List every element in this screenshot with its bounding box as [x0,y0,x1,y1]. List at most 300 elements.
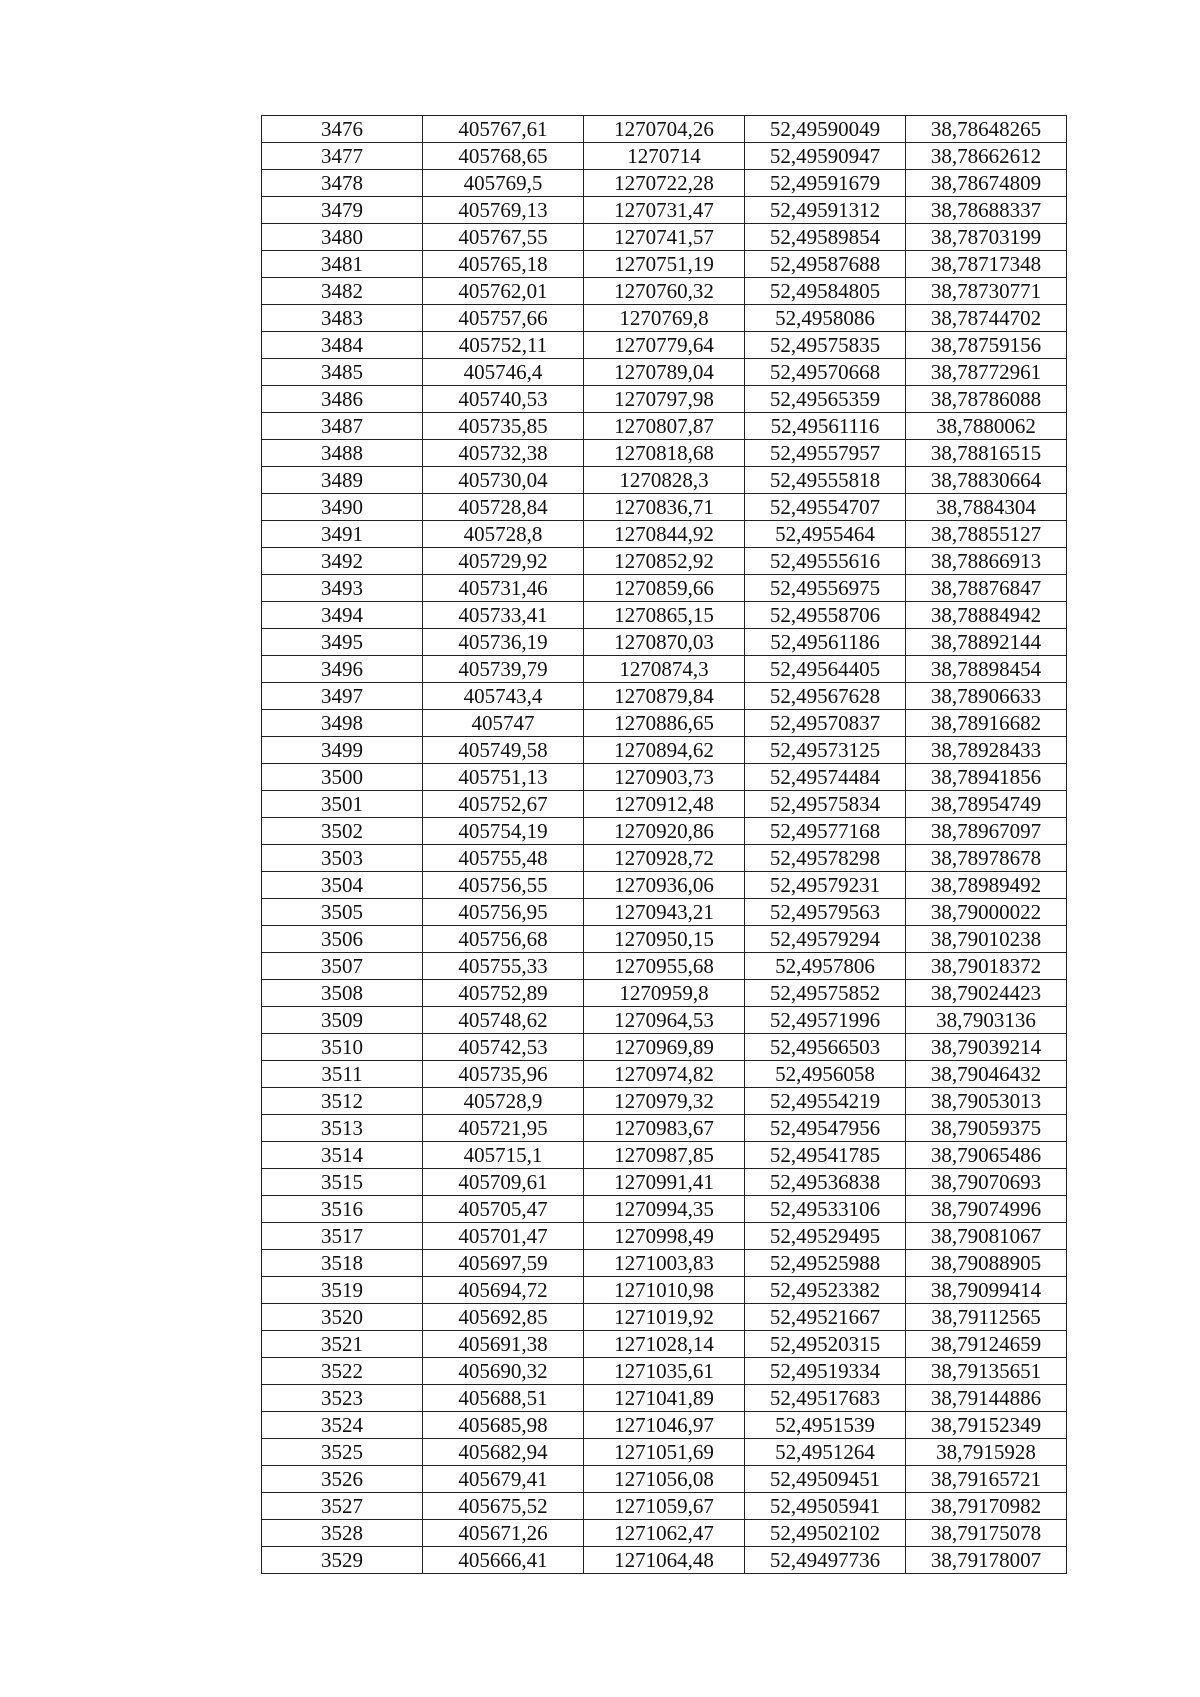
x-coordinate-cell: 405742,53 [423,1034,584,1061]
x-coordinate-cell: 405732,38 [423,440,584,467]
y-coordinate-cell: 1270760,32 [584,278,745,305]
latitude-cell: 52,49574484 [745,764,906,791]
y-coordinate-cell: 1271051,69 [584,1439,745,1466]
latitude-cell: 52,49557957 [745,440,906,467]
longitude-cell: 38,79112565 [906,1304,1067,1331]
table-row [262,1142,1067,1169]
longitude-cell: 38,78717348 [906,251,1067,278]
point-number-cell: 3515 [262,1169,423,1196]
longitude-cell: 38,78759156 [906,332,1067,359]
x-coordinate-cell: 405692,85 [423,1304,584,1331]
table-row [262,737,1067,764]
point-number-cell: 3493 [262,575,423,602]
y-coordinate-cell: 1271019,92 [584,1304,745,1331]
longitude-cell: 38,7880062 [906,413,1067,440]
latitude-cell: 52,4951539 [745,1412,906,1439]
table-row [262,1547,1067,1574]
point-number-cell: 3481 [262,251,423,278]
point-number-cell: 3491 [262,521,423,548]
latitude-cell: 52,49558706 [745,602,906,629]
table-row [262,872,1067,899]
y-coordinate-cell: 1270874,3 [584,656,745,683]
x-coordinate-cell: 405751,13 [423,764,584,791]
longitude-cell: 38,78928433 [906,737,1067,764]
latitude-cell: 52,49547956 [745,1115,906,1142]
x-coordinate-cell: 405756,68 [423,926,584,953]
latitude-cell: 52,49529495 [745,1223,906,1250]
point-number-cell: 3502 [262,818,423,845]
x-coordinate-cell: 405755,48 [423,845,584,872]
y-coordinate-cell: 1270789,04 [584,359,745,386]
y-coordinate-cell: 1270983,67 [584,1115,745,1142]
x-coordinate-cell: 405767,55 [423,224,584,251]
latitude-cell: 52,49587688 [745,251,906,278]
table-row [262,1277,1067,1304]
x-coordinate-cell: 405748,62 [423,1007,584,1034]
point-number-cell: 3507 [262,953,423,980]
x-coordinate-cell: 405754,19 [423,818,584,845]
latitude-cell: 52,49523382 [745,1277,906,1304]
longitude-cell: 38,7915928 [906,1439,1067,1466]
y-coordinate-cell: 1270844,92 [584,521,745,548]
x-coordinate-cell: 405756,55 [423,872,584,899]
table-row [262,1358,1067,1385]
latitude-cell: 52,49579231 [745,872,906,899]
table-row [262,818,1067,845]
y-coordinate-cell: 1270859,66 [584,575,745,602]
y-coordinate-cell: 1270807,87 [584,413,745,440]
x-coordinate-cell: 405721,95 [423,1115,584,1142]
y-coordinate-cell: 1270886,65 [584,710,745,737]
table-row [262,926,1067,953]
x-coordinate-cell: 405752,11 [423,332,584,359]
point-number-cell: 3495 [262,629,423,656]
y-coordinate-cell: 1270943,21 [584,899,745,926]
y-coordinate-cell: 1270818,68 [584,440,745,467]
latitude-cell: 52,4957806 [745,953,906,980]
point-number-cell: 3527 [262,1493,423,1520]
point-number-cell: 3499 [262,737,423,764]
table-row [262,332,1067,359]
y-coordinate-cell: 1270955,68 [584,953,745,980]
longitude-cell: 38,78744702 [906,305,1067,332]
latitude-cell: 52,49509451 [745,1466,906,1493]
x-coordinate-cell: 405769,13 [423,197,584,224]
latitude-cell: 52,4955464 [745,521,906,548]
y-coordinate-cell: 1271010,98 [584,1277,745,1304]
x-coordinate-cell: 405715,1 [423,1142,584,1169]
point-number-cell: 3501 [262,791,423,818]
x-coordinate-cell: 405709,61 [423,1169,584,1196]
longitude-cell: 38,79152349 [906,1412,1067,1439]
longitude-cell: 38,78866913 [906,548,1067,575]
point-number-cell: 3478 [262,170,423,197]
y-coordinate-cell: 1270769,8 [584,305,745,332]
table-row [262,305,1067,332]
y-coordinate-cell: 1270912,48 [584,791,745,818]
point-number-cell: 3522 [262,1358,423,1385]
y-coordinate-cell: 1270994,35 [584,1196,745,1223]
table-row [262,440,1067,467]
table-row [262,521,1067,548]
y-coordinate-cell: 1270731,47 [584,197,745,224]
longitude-cell: 38,79170982 [906,1493,1067,1520]
point-number-cell: 3497 [262,683,423,710]
table-row [262,953,1067,980]
latitude-cell: 52,49554707 [745,494,906,521]
y-coordinate-cell: 1271056,08 [584,1466,745,1493]
table-row [262,251,1067,278]
longitude-cell: 38,79175078 [906,1520,1067,1547]
latitude-cell: 52,49533106 [745,1196,906,1223]
table-row [262,656,1067,683]
point-number-cell: 3477 [262,143,423,170]
point-number-cell: 3479 [262,197,423,224]
x-coordinate-cell: 405690,32 [423,1358,584,1385]
longitude-cell: 38,78967097 [906,818,1067,845]
longitude-cell: 38,78674809 [906,170,1067,197]
table-row [262,359,1067,386]
latitude-cell: 52,49590947 [745,143,906,170]
x-coordinate-cell: 405747 [423,710,584,737]
table-row [262,197,1067,224]
longitude-cell: 38,79010238 [906,926,1067,953]
latitude-cell: 52,49502102 [745,1520,906,1547]
point-number-cell: 3498 [262,710,423,737]
table-row [262,1034,1067,1061]
y-coordinate-cell: 1270920,86 [584,818,745,845]
latitude-cell: 52,49565359 [745,386,906,413]
latitude-cell: 52,49520315 [745,1331,906,1358]
x-coordinate-cell: 405729,92 [423,548,584,575]
x-coordinate-cell: 405701,47 [423,1223,584,1250]
y-coordinate-cell: 1271064,48 [584,1547,745,1574]
latitude-cell: 52,49519334 [745,1358,906,1385]
latitude-cell: 52,49561186 [745,629,906,656]
longitude-cell: 38,78884942 [906,602,1067,629]
latitude-cell: 52,49556975 [745,575,906,602]
latitude-cell: 52,4958086 [745,305,906,332]
x-coordinate-cell: 405730,04 [423,467,584,494]
latitude-cell: 52,49579563 [745,899,906,926]
longitude-cell: 38,78662612 [906,143,1067,170]
y-coordinate-cell: 1270974,82 [584,1061,745,1088]
longitude-cell: 38,78916682 [906,710,1067,737]
x-coordinate-cell: 405739,79 [423,656,584,683]
latitude-cell: 52,49561116 [745,413,906,440]
table-row [262,1520,1067,1547]
latitude-cell: 52,49571996 [745,1007,906,1034]
y-coordinate-cell: 1270964,53 [584,1007,745,1034]
x-coordinate-cell: 405666,41 [423,1547,584,1574]
longitude-cell: 38,79059375 [906,1115,1067,1142]
x-coordinate-cell: 405735,96 [423,1061,584,1088]
y-coordinate-cell: 1270998,49 [584,1223,745,1250]
point-number-cell: 3494 [262,602,423,629]
point-number-cell: 3482 [262,278,423,305]
point-number-cell: 3520 [262,1304,423,1331]
latitude-cell: 52,49497736 [745,1547,906,1574]
point-number-cell: 3505 [262,899,423,926]
y-coordinate-cell: 1270987,85 [584,1142,745,1169]
table-row [262,980,1067,1007]
y-coordinate-cell: 1270779,64 [584,332,745,359]
latitude-cell: 52,4951264 [745,1439,906,1466]
longitude-cell: 38,79065486 [906,1142,1067,1169]
y-coordinate-cell: 1270714 [584,143,745,170]
table-row [262,1223,1067,1250]
longitude-cell: 38,78906633 [906,683,1067,710]
latitude-cell: 52,49577168 [745,818,906,845]
longitude-cell: 38,78954749 [906,791,1067,818]
latitude-cell: 52,49554219 [745,1088,906,1115]
point-number-cell: 3512 [262,1088,423,1115]
y-coordinate-cell: 1270879,84 [584,683,745,710]
longitude-cell: 38,79135651 [906,1358,1067,1385]
point-number-cell: 3525 [262,1439,423,1466]
longitude-cell: 38,79099414 [906,1277,1067,1304]
point-number-cell: 3516 [262,1196,423,1223]
longitude-cell: 38,79053013 [906,1088,1067,1115]
y-coordinate-cell: 1270969,89 [584,1034,745,1061]
longitude-cell: 38,78830664 [906,467,1067,494]
table-row [262,494,1067,521]
y-coordinate-cell: 1270828,3 [584,467,745,494]
table-row [262,1088,1067,1115]
table-row [262,899,1067,926]
longitude-cell: 38,78786088 [906,386,1067,413]
x-coordinate-cell: 405746,4 [423,359,584,386]
point-number-cell: 3476 [262,116,423,143]
table-row [262,1493,1067,1520]
table-row [262,791,1067,818]
latitude-cell: 52,49591679 [745,170,906,197]
latitude-cell: 52,49564405 [745,656,906,683]
point-number-cell: 3492 [262,548,423,575]
y-coordinate-cell: 1270722,28 [584,170,745,197]
latitude-cell: 52,49570837 [745,710,906,737]
x-coordinate-cell: 405675,52 [423,1493,584,1520]
x-coordinate-cell: 405749,58 [423,737,584,764]
x-coordinate-cell: 405682,94 [423,1439,584,1466]
point-number-cell: 3485 [262,359,423,386]
point-number-cell: 3509 [262,1007,423,1034]
point-number-cell: 3496 [262,656,423,683]
point-number-cell: 3508 [262,980,423,1007]
longitude-cell: 38,79124659 [906,1331,1067,1358]
table-row [262,602,1067,629]
latitude-cell: 52,49541785 [745,1142,906,1169]
point-number-cell: 3523 [262,1385,423,1412]
table-row [262,143,1067,170]
table-row [262,845,1067,872]
table-row [262,1250,1067,1277]
table-row [262,764,1067,791]
longitude-cell: 38,78941856 [906,764,1067,791]
latitude-cell: 52,49525988 [745,1250,906,1277]
x-coordinate-cell: 405768,65 [423,143,584,170]
point-number-cell: 3529 [262,1547,423,1574]
point-number-cell: 3517 [262,1223,423,1250]
point-number-cell: 3500 [262,764,423,791]
point-number-cell: 3524 [262,1412,423,1439]
latitude-cell: 52,49555818 [745,467,906,494]
longitude-cell: 38,79046432 [906,1061,1067,1088]
longitude-cell: 38,79178007 [906,1547,1067,1574]
point-number-cell: 3506 [262,926,423,953]
y-coordinate-cell: 1270959,8 [584,980,745,1007]
point-number-cell: 3488 [262,440,423,467]
latitude-cell: 52,49575835 [745,332,906,359]
longitude-cell: 38,79024423 [906,980,1067,1007]
longitude-cell: 38,78703199 [906,224,1067,251]
y-coordinate-cell: 1270928,72 [584,845,745,872]
x-coordinate-cell: 405679,41 [423,1466,584,1493]
latitude-cell: 52,49567628 [745,683,906,710]
x-coordinate-cell: 405694,72 [423,1277,584,1304]
x-coordinate-cell: 405728,8 [423,521,584,548]
latitude-cell: 52,49536838 [745,1169,906,1196]
x-coordinate-cell: 405731,46 [423,575,584,602]
table-row [262,548,1067,575]
x-coordinate-cell: 405769,5 [423,170,584,197]
latitude-cell: 52,49521667 [745,1304,906,1331]
latitude-cell: 52,49573125 [745,737,906,764]
y-coordinate-cell: 1270741,57 [584,224,745,251]
table-row [262,683,1067,710]
x-coordinate-cell: 405671,26 [423,1520,584,1547]
x-coordinate-cell: 405756,95 [423,899,584,926]
table-row [262,1169,1067,1196]
y-coordinate-cell: 1270870,03 [584,629,745,656]
y-coordinate-cell: 1270852,92 [584,548,745,575]
point-number-cell: 3514 [262,1142,423,1169]
table-row [262,386,1067,413]
longitude-cell: 38,79088905 [906,1250,1067,1277]
table-row [262,1412,1067,1439]
longitude-cell: 38,78978678 [906,845,1067,872]
table-row [262,413,1067,440]
point-number-cell: 3486 [262,386,423,413]
table-row [262,278,1067,305]
latitude-cell: 52,49505941 [745,1493,906,1520]
table-row [262,1439,1067,1466]
longitude-cell: 38,79070693 [906,1169,1067,1196]
latitude-cell: 52,49555616 [745,548,906,575]
x-coordinate-cell: 405736,19 [423,629,584,656]
latitude-cell: 52,49575852 [745,980,906,1007]
y-coordinate-cell: 1271028,14 [584,1331,745,1358]
y-coordinate-cell: 1270865,15 [584,602,745,629]
table-row [262,116,1067,143]
longitude-cell: 38,79074996 [906,1196,1067,1223]
y-coordinate-cell: 1271003,83 [584,1250,745,1277]
point-number-cell: 3490 [262,494,423,521]
x-coordinate-cell: 405762,01 [423,278,584,305]
point-number-cell: 3480 [262,224,423,251]
y-coordinate-cell: 1271062,47 [584,1520,745,1547]
table-row [262,467,1067,494]
latitude-cell: 52,49591312 [745,197,906,224]
x-coordinate-cell: 405728,9 [423,1088,584,1115]
longitude-cell: 38,79081067 [906,1223,1067,1250]
point-number-cell: 3489 [262,467,423,494]
longitude-cell: 38,78730771 [906,278,1067,305]
table-row [262,170,1067,197]
y-coordinate-cell: 1270751,19 [584,251,745,278]
y-coordinate-cell: 1270991,41 [584,1169,745,1196]
point-number-cell: 3484 [262,332,423,359]
table-row [262,224,1067,251]
point-number-cell: 3518 [262,1250,423,1277]
point-number-cell: 3503 [262,845,423,872]
y-coordinate-cell: 1270797,98 [584,386,745,413]
longitude-cell: 38,78876847 [906,575,1067,602]
latitude-cell: 52,49590049 [745,116,906,143]
x-coordinate-cell: 405705,47 [423,1196,584,1223]
longitude-cell: 38,78688337 [906,197,1067,224]
point-number-cell: 3528 [262,1520,423,1547]
longitude-cell: 38,7884304 [906,494,1067,521]
latitude-cell: 52,49589854 [745,224,906,251]
table-row [262,1061,1067,1088]
x-coordinate-cell: 405697,59 [423,1250,584,1277]
table-row [262,710,1067,737]
table-row [262,1331,1067,1358]
longitude-cell: 38,79144886 [906,1385,1067,1412]
y-coordinate-cell: 1270704,26 [584,116,745,143]
point-number-cell: 3521 [262,1331,423,1358]
longitude-cell: 38,79018372 [906,953,1067,980]
longitude-cell: 38,78772961 [906,359,1067,386]
longitude-cell: 38,78989492 [906,872,1067,899]
longitude-cell: 38,78898454 [906,656,1067,683]
table-row [262,1385,1067,1412]
coordinates-table [261,115,1067,1574]
latitude-cell: 52,49575834 [745,791,906,818]
table-row [262,1304,1067,1331]
y-coordinate-cell: 1271035,61 [584,1358,745,1385]
x-coordinate-cell: 405765,18 [423,251,584,278]
table-row [262,1115,1067,1142]
y-coordinate-cell: 1270836,71 [584,494,745,521]
y-coordinate-cell: 1271041,89 [584,1385,745,1412]
x-coordinate-cell: 405735,85 [423,413,584,440]
x-coordinate-cell: 405733,41 [423,602,584,629]
y-coordinate-cell: 1270903,73 [584,764,745,791]
table-row [262,629,1067,656]
longitude-cell: 38,7903136 [906,1007,1067,1034]
x-coordinate-cell: 405688,51 [423,1385,584,1412]
coordinates-table-body [262,116,1067,1574]
table-row [262,1007,1067,1034]
point-number-cell: 3519 [262,1277,423,1304]
latitude-cell: 52,49570668 [745,359,906,386]
point-number-cell: 3513 [262,1115,423,1142]
point-number-cell: 3483 [262,305,423,332]
latitude-cell: 52,49517683 [745,1385,906,1412]
latitude-cell: 52,4956058 [745,1061,906,1088]
latitude-cell: 52,49584805 [745,278,906,305]
longitude-cell: 38,79000022 [906,899,1067,926]
longitude-cell: 38,78855127 [906,521,1067,548]
x-coordinate-cell: 405767,61 [423,116,584,143]
y-coordinate-cell: 1270894,62 [584,737,745,764]
longitude-cell: 38,78816515 [906,440,1067,467]
x-coordinate-cell: 405755,33 [423,953,584,980]
point-number-cell: 3487 [262,413,423,440]
y-coordinate-cell: 1271046,97 [584,1412,745,1439]
